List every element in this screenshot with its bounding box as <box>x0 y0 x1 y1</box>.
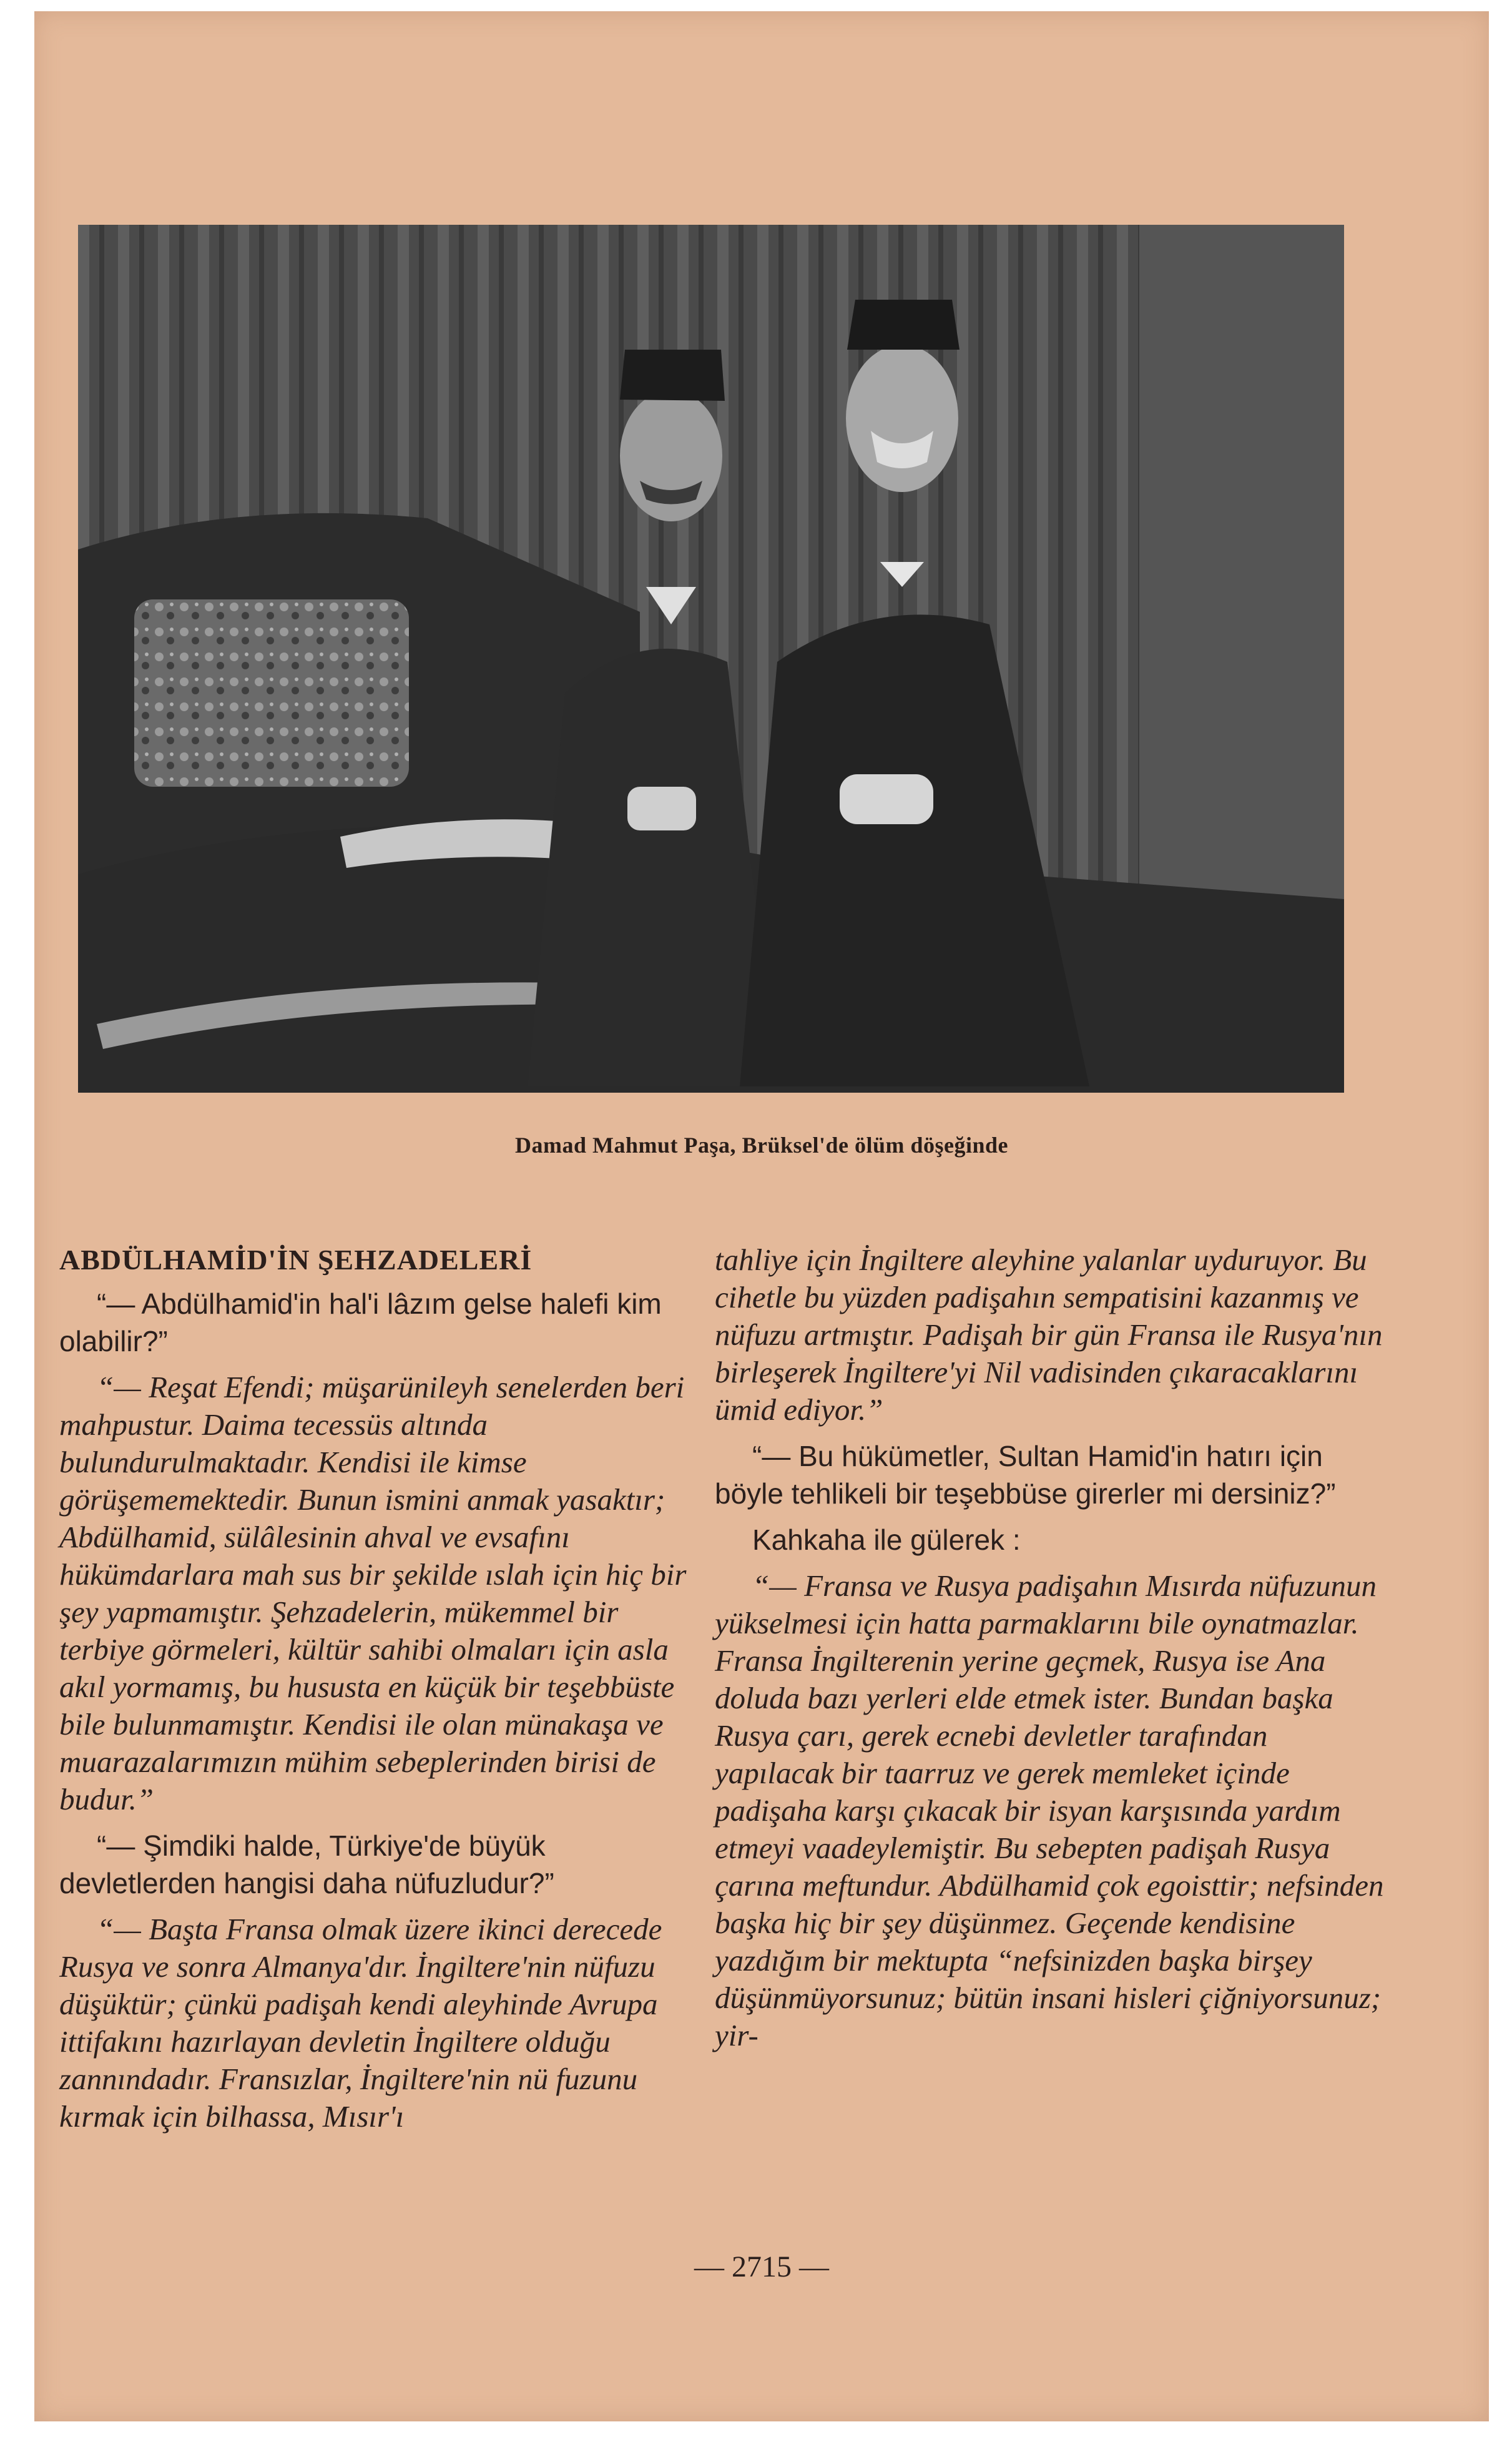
article-paragraph: Kahkaha ile gülerek : <box>752 1524 1021 1556</box>
article-paragraph: “— Reşat Efendi; müşarünileyh senelerden beri mahpustur. Daima tecessüs altında bulundurulmaktadır. Kendisi ile kimse görüşememektedir. Bunun ismini anmak yasaktır; Abdülhamid, sülâlesinin ahval ve evsafını hükümdarlara mah sus bir şekilde ıslah için hiç bir şey yapmamıştır. Şehzadelerin, mükemmel bir terbiye görmeleri, kültür sahibi olmaları için asla akıl yormamış, bu hususta en küçük bir teşebbüste bile bulunmamıştır. Kendisi ile olan münakaşa ve muarazalarımızın mühim sebeplerinden birisi de budur.” <box>59 1370 687 1816</box>
page-number: — 2715 — <box>694 2250 829 2283</box>
article-paragraph: “— Abdülhamid'in hal'i lâzım gelse halefi kim olabilir?” <box>59 1287 662 1357</box>
newspaper-page <box>34 11 1489 2421</box>
article-paragraph: “— Başta Fransa olmak üzere ikinci derecede Rusya ve sonra Almanya'dır. İngiltere'nin nüfuzu düşüktür; çünkü padişah kendi aleyhinde Avrupa ittifakını hazırlayan devletin İngiltere olduğu zannındadır. Fransızlar, İngiltere'nin nü fuzunu kırmak için bilhassa, Mısır'ı <box>59 1912 662 2134</box>
article-paragraph: “— Bu hükümetler, Sultan Hamid'in hatırı için böyle tehlikeli bir teşebbüse girerler mi dersiniz?” <box>715 1440 1336 1510</box>
article-column-right <box>715 1241 1389 2054</box>
article-heading: ABDÜLHAMİD'İN ŞEHZADELERİ <box>59 1244 533 1276</box>
photo-two-men-at-deathbed <box>78 225 1344 1093</box>
photograph <box>78 225 1344 1093</box>
article-paragraph: “— Şimdiki halde, Türkiye'de büyük devletlerden hangisi daha nüfuzludur?” <box>59 1829 554 1899</box>
article-paragraph: tahliye için İngiltere aleyhine yalanlar uyduruyor. Bu cihetle bu yüzden padişahın sempatisini kazanmış ve nüfuzu artmıştır. Padişah bir gün Fransa ile Rusya'nın birleşerek İngiltere'yi Nil vadisinden çıkaracaklarını ümid ediyor.” <box>715 1243 1383 1427</box>
article-column-left <box>59 1241 702 2135</box>
article-paragraph: “— Fransa ve Rusya padişahın Mısırda nüfuzunun yükselmesi için hatta parmaklarını bile oynatmazlar. Fransa İngilterenin yerine geçmek, Rusya ise Ana doluda bazı yerleri elde etmek ister. Bundan başka Rusya çarı, gerek ecnebi devletler tarafından yapılacak bir taarruz ve gerek memleket içinde padişaha karşı çıkacak bir isyan karşısında yardım etmeyi vaadeylemiştir. Bu sebepten padişah Rusya çarına meftundur. Abdülhamid çok egoisttir; nefsinden başka hiç bir şey düşünmez. Geçende kendisine yazdığım bir mektupta “nefsinizden başka birşey düşünmüyorsunuz; bütün insani hisleri çiğniyorsunuz; yir- <box>715 1568 1384 2052</box>
photo-caption: Damad Mahmut Paşa, Brüksel'de ölüm döşeğinde <box>514 1133 1009 1158</box>
